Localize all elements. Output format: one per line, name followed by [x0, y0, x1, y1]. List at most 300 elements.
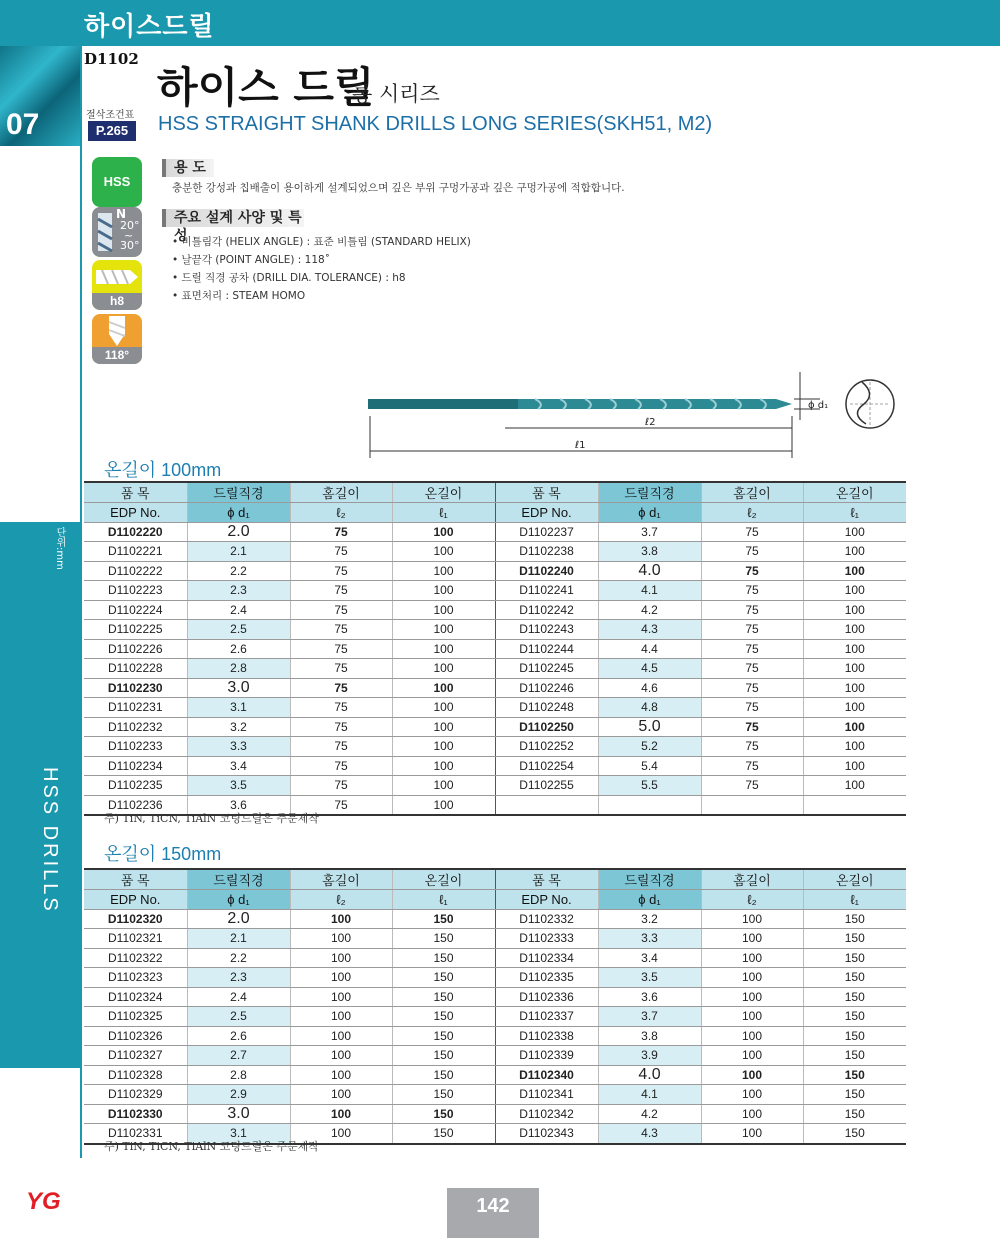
flute-length-cell: 75 [701, 737, 803, 757]
col-oal-sub: ℓ₁ [392, 890, 495, 910]
overall-length-cell: 100 [392, 795, 495, 815]
overall-length-cell: 150 [392, 929, 495, 949]
overall-length-cell: 150 [803, 1007, 906, 1027]
flute-length-cell: 75 [701, 542, 803, 562]
flute-length-cell: 100 [701, 1085, 803, 1105]
edp-no-cell: D1102234 [84, 756, 187, 776]
diameter-cell: 3.7 [598, 522, 701, 542]
flute-length-cell: 75 [701, 678, 803, 698]
diameter-cell: 5.0 [598, 717, 701, 737]
edp-no-cell: D1102337 [495, 1007, 598, 1027]
diameter-cell: 2.5 [187, 1007, 290, 1027]
overall-length-cell: 150 [392, 1065, 495, 1085]
edp-no-cell: D1102328 [84, 1065, 187, 1085]
edp-no-cell: D1102336 [495, 987, 598, 1007]
edp-no-cell: D1102327 [84, 1046, 187, 1066]
flute-length-cell: 75 [290, 717, 392, 737]
spec-table-100 [84, 481, 906, 816]
flute-length-cell: 75 [701, 600, 803, 620]
table-row [84, 659, 906, 679]
table-row [84, 581, 906, 601]
edp-no-cell: D1102241 [495, 581, 598, 601]
flute-length-cell: 100 [290, 929, 392, 949]
diameter-cell: 3.5 [187, 776, 290, 796]
overall-length-cell: 100 [392, 776, 495, 796]
flute-length-cell: 75 [701, 776, 803, 796]
table-row [84, 542, 906, 562]
diameter-cell: 5.2 [598, 737, 701, 757]
page-title-english: HSS STRAIGHT SHANK DRILLS LONG SERIES(SKH51, M2) [158, 113, 713, 135]
flute-length-cell: 75 [701, 561, 803, 581]
diameter-cell: 4.3 [598, 620, 701, 640]
point-angle-label: 118° [92, 347, 142, 364]
overall-length-cell: 150 [392, 1046, 495, 1066]
diameter-cell: 2.7 [187, 1046, 290, 1066]
edp-no-cell: D1102329 [84, 1085, 187, 1105]
overall-length-cell: 100 [803, 678, 906, 698]
table-subheader-row [84, 503, 906, 523]
table-row [84, 929, 906, 949]
edp-no-cell: D1102228 [84, 659, 187, 679]
overall-length-cell: 100 [803, 600, 906, 620]
table-100-title: 온길이 100mm [104, 460, 222, 480]
overall-length-cell: 100 [392, 542, 495, 562]
col-diameter: 드릴직경 [187, 482, 290, 503]
diameter-cell: 5.5 [598, 776, 701, 796]
diameter-cell: 3.9 [598, 1046, 701, 1066]
col-edp-sub: EDP No. [84, 503, 187, 523]
col-flute-sub: ℓ₂ [290, 890, 392, 910]
table-row [84, 1104, 906, 1124]
flute-length-cell: 75 [701, 581, 803, 601]
table-row [84, 1026, 906, 1046]
cutting-condition-page-link[interactable]: P.265 [88, 121, 136, 141]
flute-length-cell [701, 795, 803, 815]
diameter-cell: 3.3 [598, 929, 701, 949]
overall-length-cell: 150 [803, 929, 906, 949]
flute-length-cell: 100 [290, 1104, 392, 1124]
diameter-cell: 3.1 [187, 698, 290, 718]
diameter-cell: 4.2 [598, 600, 701, 620]
overall-length-cell: 100 [392, 678, 495, 698]
table-row [84, 776, 906, 796]
edp-no-cell: D1102221 [84, 542, 187, 562]
flute-length-cell: 75 [290, 756, 392, 776]
hss-material-icon: HSS [92, 157, 142, 207]
edp-no-cell: D1102338 [495, 1026, 598, 1046]
helix-angle-icon [92, 207, 142, 257]
chapter-number: 07 [6, 108, 40, 141]
feature-item: • 비틀림각 (HELIX ANGLE) : 표준 비틀림 (STANDARD HELIX) [172, 233, 471, 251]
flute-length-cell: 75 [290, 542, 392, 562]
col-oal: 온길이 [803, 482, 906, 503]
diameter-cell: 3.6 [187, 795, 290, 815]
col-flute: 홈길이 [290, 869, 392, 890]
diameter-cell: 2.4 [187, 987, 290, 1007]
diameter-cell: 3.4 [187, 756, 290, 776]
table-row [84, 1007, 906, 1027]
flute-length-cell: 75 [290, 561, 392, 581]
overall-length-cell: 150 [803, 1046, 906, 1066]
table-row [84, 968, 906, 988]
diameter-cell: 2.5 [187, 620, 290, 640]
flute-length-cell: 75 [701, 698, 803, 718]
diameter-cell: 4.1 [598, 581, 701, 601]
edp-no-cell: D1102237 [495, 522, 598, 542]
edp-no-cell: D1102240 [495, 561, 598, 581]
flute-length-cell: 75 [701, 659, 803, 679]
col-diameter: 드릴직경 [598, 869, 701, 890]
diameter-cell: 2.3 [187, 968, 290, 988]
overall-length-cell: 150 [803, 968, 906, 988]
table-row [84, 620, 906, 640]
overall-length-cell: 100 [392, 522, 495, 542]
edp-no-cell: D1102254 [495, 756, 598, 776]
table-row [84, 756, 906, 776]
diameter-cell: 2.6 [187, 639, 290, 659]
overall-length-cell: 150 [803, 1124, 906, 1144]
flute-length-label: ℓ2 [645, 417, 656, 428]
diameter-cell: 3.8 [598, 1026, 701, 1046]
diameter-cell: 2.0 [187, 909, 290, 929]
edp-no-cell: D1102324 [84, 987, 187, 1007]
overall-length-cell: 100 [803, 561, 906, 581]
edp-no-cell: D1102226 [84, 639, 187, 659]
flute-length-cell: 100 [290, 948, 392, 968]
edp-no-cell: D1102339 [495, 1046, 598, 1066]
overall-length-cell: 100 [803, 776, 906, 796]
edp-no-cell: D1102335 [495, 968, 598, 988]
section-header-band [0, 0, 1000, 46]
diameter-cell: 2.8 [187, 1065, 290, 1085]
overall-length-cell: 100 [803, 659, 906, 679]
overall-length-cell: 150 [803, 1026, 906, 1046]
col-oal: 온길이 [392, 482, 495, 503]
coating-note: 주) TiN, TiCN, TiAlN 코팅드릴은 주문제작 [104, 812, 319, 825]
edp-no-cell: D1102331 [84, 1124, 187, 1144]
unit-label: 단위:mm [54, 527, 65, 570]
overall-length-cell: 100 [392, 698, 495, 718]
table-row [84, 639, 906, 659]
flute-length-cell: 100 [701, 948, 803, 968]
diameter-cell: 2.8 [187, 659, 290, 679]
flute-length-cell: 75 [290, 620, 392, 640]
edp-no-cell: D1102326 [84, 1026, 187, 1046]
overall-length-cell: 100 [803, 620, 906, 640]
col-edp-sub: EDP No. [495, 503, 598, 523]
diameter-cell: 2.2 [187, 561, 290, 581]
diameter-cell: 3.2 [598, 909, 701, 929]
flute-length-cell: 100 [701, 1007, 803, 1027]
diameter-cell: 2.6 [187, 1026, 290, 1046]
overall-length-cell: 150 [392, 1026, 495, 1046]
cutting-condition-label: 절삭조건표 [86, 110, 135, 121]
flute-length-cell: 100 [701, 1065, 803, 1085]
helix-n-label: N [116, 207, 127, 221]
edp-no-cell: D1102230 [84, 678, 187, 698]
side-panel [0, 522, 80, 1068]
flute-length-cell: 75 [701, 522, 803, 542]
edp-no-cell: D1102231 [84, 698, 187, 718]
flute-length-cell: 100 [290, 1085, 392, 1105]
side-category: HSS DRILLS [39, 767, 61, 914]
flute-length-cell: 75 [290, 522, 392, 542]
diameter-cell: 3.3 [187, 737, 290, 757]
table-row [84, 987, 906, 1007]
helix-min-label: 20° [120, 219, 140, 232]
flute-length-cell: 100 [701, 1104, 803, 1124]
edp-no-cell: D1102320 [84, 909, 187, 929]
overall-length-cell: 150 [803, 1104, 906, 1124]
overall-length-cell: 150 [392, 948, 495, 968]
edp-no-cell: D1102243 [495, 620, 598, 640]
page-subtitle: 롱 시리즈 [352, 82, 440, 106]
drill-shank [368, 399, 518, 409]
edp-no-cell: D1102235 [84, 776, 187, 796]
features-list [172, 233, 471, 305]
edp-no-cell: D1102244 [495, 639, 598, 659]
diameter-cell: 3.6 [598, 987, 701, 1007]
edp-no-cell [495, 795, 598, 815]
overall-length-cell: 150 [392, 1007, 495, 1027]
overall-length-cell: 150 [392, 1085, 495, 1105]
edp-no-cell: D1102330 [84, 1104, 187, 1124]
col-oal: 온길이 [392, 869, 495, 890]
edp-no-cell: D1102248 [495, 698, 598, 718]
diameter-cell: 4.3 [598, 1124, 701, 1144]
edp-no-cell: D1102238 [495, 542, 598, 562]
drill-dimension-diagram [360, 362, 920, 462]
page-title: 하이스 드릴 [157, 63, 375, 112]
col-edp: 품 목 [495, 869, 598, 890]
table-row [84, 1085, 906, 1105]
helix-max-label: 30° [120, 239, 140, 252]
flute-length-cell: 75 [701, 639, 803, 659]
col-diameter-sub: ϕ d₁ [598, 890, 701, 910]
flute-length-cell: 75 [290, 659, 392, 679]
col-oal-sub: ℓ₁ [803, 503, 906, 523]
overall-length-cell: 150 [392, 1124, 495, 1144]
overall-length-cell: 100 [392, 561, 495, 581]
diameter-label: ϕ d₁ [808, 400, 829, 411]
flute-length-cell: 100 [701, 968, 803, 988]
overall-length-cell: 100 [803, 542, 906, 562]
diameter-cell: 2.9 [187, 1085, 290, 1105]
flute-length-cell: 75 [290, 698, 392, 718]
table-row [84, 522, 906, 542]
overall-length-cell: 100 [392, 639, 495, 659]
features-heading: 주요 설계 사양 및 특성 [162, 209, 304, 227]
col-oal-sub: ℓ₁ [392, 503, 495, 523]
flute-length-cell: 100 [701, 909, 803, 929]
point-angle-icon [92, 314, 142, 364]
flute-length-cell: 100 [701, 987, 803, 1007]
edp-no-cell: D1102334 [495, 948, 598, 968]
col-edp: 품 목 [495, 482, 598, 503]
edp-no-cell: D1102252 [495, 737, 598, 757]
table-row [84, 561, 906, 581]
edp-no-cell: D1102340 [495, 1065, 598, 1085]
col-flute: 홈길이 [290, 482, 392, 503]
flute-length-cell: 100 [290, 1124, 392, 1144]
overall-length-cell: 100 [392, 620, 495, 640]
flute-length-cell: 75 [701, 620, 803, 640]
flute-length-cell: 75 [290, 600, 392, 620]
overall-length-cell: 100 [392, 659, 495, 679]
edp-no-cell: D1102232 [84, 717, 187, 737]
feature-item: • 표면처리 : STEAM HOMO [172, 287, 471, 305]
flute-length-cell: 75 [290, 776, 392, 796]
flute-length-cell: 100 [290, 1046, 392, 1066]
overall-length-cell: 100 [803, 698, 906, 718]
col-diameter-sub: ϕ d₁ [187, 890, 290, 910]
table-row [84, 737, 906, 757]
flute-length-cell: 100 [701, 929, 803, 949]
drill-body [518, 399, 792, 409]
flute-length-cell: 75 [701, 717, 803, 737]
overall-length-cell: 100 [392, 600, 495, 620]
diameter-cell: 2.1 [187, 929, 290, 949]
page-number: 142 [447, 1188, 539, 1238]
col-diameter: 드릴직경 [187, 869, 290, 890]
edp-no-cell: D1102225 [84, 620, 187, 640]
edp-no-cell: D1102325 [84, 1007, 187, 1027]
overall-length-cell: 100 [803, 717, 906, 737]
diameter-cell: 3.0 [187, 1104, 290, 1124]
flute-length-cell: 75 [290, 639, 392, 659]
edp-no-cell: D1102246 [495, 678, 598, 698]
col-diameter-sub: ϕ d₁ [187, 503, 290, 523]
usage-heading: 용 도 [162, 159, 214, 177]
overall-length-cell: 100 [392, 581, 495, 601]
section-title: 하이스드릴 [84, 12, 215, 42]
col-diameter: 드릴직경 [598, 482, 701, 503]
overall-length-cell: 150 [803, 1065, 906, 1085]
col-edp: 품 목 [84, 482, 187, 503]
diameter-cell: 3.5 [598, 968, 701, 988]
diameter-cell: 3.4 [598, 948, 701, 968]
edp-no-cell: D1102250 [495, 717, 598, 737]
flute-length-cell: 100 [290, 909, 392, 929]
overall-length-cell: 150 [803, 948, 906, 968]
diameter-cell: 2.2 [187, 948, 290, 968]
diameter-cell: 3.1 [187, 1124, 290, 1144]
diameter-cell: 4.4 [598, 639, 701, 659]
col-diameter-sub: ϕ d₁ [598, 503, 701, 523]
edp-no-cell: D1102341 [495, 1085, 598, 1105]
col-flute: 홈길이 [701, 869, 803, 890]
flute-length-cell: 100 [290, 1065, 392, 1085]
diameter-cell: 3.7 [598, 1007, 701, 1027]
coating-note: 주) TiN, TiCN, TiAlN 코팅드릴은 주문제작 [104, 1140, 319, 1153]
table-150-title: 온길이 150mm [104, 844, 222, 864]
table-row [84, 678, 906, 698]
tolerance-icon [92, 260, 142, 310]
overall-length-label: ℓ1 [575, 440, 586, 451]
diameter-cell: 4.6 [598, 678, 701, 698]
overall-length-cell: 100 [803, 581, 906, 601]
overall-length-cell: 150 [392, 968, 495, 988]
diameter-cell: 3.0 [187, 678, 290, 698]
overall-length-cell: 150 [803, 909, 906, 929]
flute-length-cell: 75 [701, 756, 803, 776]
diameter-cell: 3.8 [598, 542, 701, 562]
col-edp-sub: EDP No. [495, 890, 598, 910]
edp-no-cell: D1102245 [495, 659, 598, 679]
edp-no-cell: D1102236 [84, 795, 187, 815]
overall-length-cell: 100 [392, 737, 495, 757]
helix-tilde: ~ [124, 229, 134, 242]
edp-no-cell: D1102222 [84, 561, 187, 581]
diameter-cell: 4.0 [598, 1065, 701, 1085]
edp-no-cell: D1102223 [84, 581, 187, 601]
flute-length-cell: 75 [290, 795, 392, 815]
overall-length-cell [803, 795, 906, 815]
edp-no-cell: D1102255 [495, 776, 598, 796]
flute-length-cell: 75 [290, 678, 392, 698]
diameter-cell: 2.3 [187, 581, 290, 601]
col-oal: 온길이 [803, 869, 906, 890]
chapter-tab [0, 46, 80, 146]
table-row [84, 948, 906, 968]
edp-no-cell: D1102342 [495, 1104, 598, 1124]
flute-length-cell: 100 [290, 968, 392, 988]
company-logo: YG [26, 1188, 61, 1215]
diameter-cell [598, 795, 701, 815]
usage-text: 충분한 강성과 칩배출이 용이하게 설계되었으며 깊은 부위 구멍가공과 깊은 구멍가공에 적합합니다. [172, 182, 625, 194]
flute-length-cell: 100 [290, 1007, 392, 1027]
col-edp-sub: EDP No. [84, 890, 187, 910]
edp-no-cell: D1102322 [84, 948, 187, 968]
diameter-cell: 3.2 [187, 717, 290, 737]
flute-length-cell: 100 [701, 1124, 803, 1144]
overall-length-cell: 100 [803, 639, 906, 659]
diameter-cell: 2.1 [187, 542, 290, 562]
table-row [84, 1046, 906, 1066]
overall-length-cell: 150 [392, 909, 495, 929]
table-subheader-row [84, 890, 906, 910]
edp-no-cell: D1102233 [84, 737, 187, 757]
diameter-cell: 4.2 [598, 1104, 701, 1124]
col-edp: 품 목 [84, 869, 187, 890]
table-header-row [84, 869, 906, 890]
overall-length-cell: 100 [803, 737, 906, 757]
col-flute-sub: ℓ₂ [701, 503, 803, 523]
diameter-cell: 2.0 [187, 522, 290, 542]
table-row [84, 717, 906, 737]
diameter-cell: 4.8 [598, 698, 701, 718]
edp-no-cell: D1102220 [84, 522, 187, 542]
table-row [84, 909, 906, 929]
diameter-cell: 4.0 [598, 561, 701, 581]
diameter-cell: 5.4 [598, 756, 701, 776]
overall-length-cell: 150 [803, 987, 906, 1007]
edp-no-cell: D1102332 [495, 909, 598, 929]
spec-table-150 [84, 868, 906, 1145]
tolerance-label: h8 [92, 293, 142, 310]
product-code: D1102 [84, 50, 139, 68]
flute-length-cell: 100 [290, 987, 392, 1007]
flute-length-cell: 75 [290, 737, 392, 757]
overall-length-cell: 100 [803, 756, 906, 776]
flute-length-cell: 100 [290, 1026, 392, 1046]
overall-length-cell: 100 [392, 756, 495, 776]
overall-length-cell: 100 [803, 522, 906, 542]
table-row [84, 1065, 906, 1085]
flute-length-cell: 100 [701, 1046, 803, 1066]
overall-length-cell: 150 [392, 987, 495, 1007]
diameter-cell: 4.5 [598, 659, 701, 679]
